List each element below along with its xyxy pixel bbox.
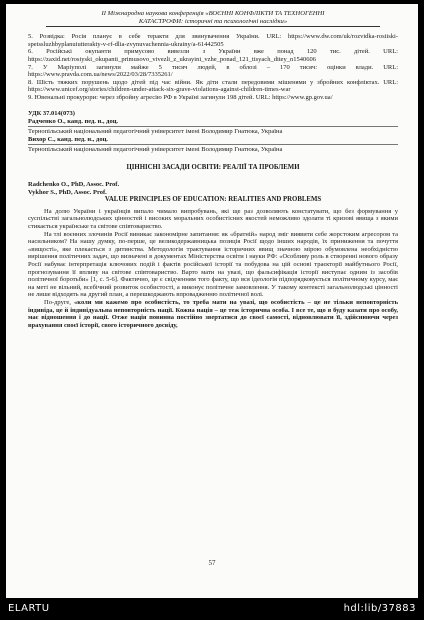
article-title-ua: ЦІННІСНІ ЗАСАДИ ОСВІТИ: РЕАЛІЇ ТА ПРОБЛЕМИ <box>126 163 300 171</box>
author-divider <box>28 144 398 145</box>
page-number: 57 <box>208 559 216 567</box>
running-header <box>46 10 380 27</box>
body-paragraph-quote <box>28 299 398 329</box>
author-name: Вихор С., канд. пед. н., доц. <box>28 136 108 144</box>
document-page <box>6 4 418 598</box>
body-paragraph: На тлі воєнних злочинів Росії виникає закономірне запитання: як «братній» народ зміг виявити себе жорстоким агресором та насильником? На нашу думку, по-перше, це великодержавницька позиція Росії щодо інших народів, їх приниження та почуття «вищості», яке плекається з дитинства. Методологія трактування історичних явищ значною мірою обумовлена необхідністю вирішення політичних задач, що визначені в документах Міністерства освіти і науки РФ: «Особливу роль в створенні нового образу Росії набуває інтерпретація ключових подій і фактів російської історії та побудова на цій основі траєкторії майбутнього Росії, прогнозування її впливу на світове співтовариство. Варто мати на увазі, що фальсифікація історії виступає одним із засобів політичної боротьби» [1, с. 5-6]. Фактично, це є свідченням того факту, що вся ідеологія підпорядковується політичному курсу, має на меті не вільний, всебічний розвиток особистості, а виконує політичне замовлення. У такому контексті загальнолюдські цінності не лише відходять на другий план, а перешкоджають впровадженню політичної волі. <box>28 230 398 299</box>
reference-item: 9. Ювенальні прокурори: через збройну агресію РФ в Україні загинули 198 дітей. URL: https://www.gp.gov.ua/ <box>28 93 333 101</box>
reference-item: 8. Шість тяжких порушень щодо дітей під час війни. Як діти стали передовими мішенями у збройних конфліктах. URL: https://www.unicef.org/stories/children-under-attack-six-grave-violations-against-children-times-war <box>28 78 398 94</box>
author-divider <box>28 126 398 127</box>
header-line-2: КАТАСТРОФИ: історичні та психологічні наслідки» <box>138 17 288 25</box>
author-affiliation: Тернопільський національний педагогічний університет імені Володимир Гнатюка, Україна <box>28 145 283 153</box>
reference-list <box>28 33 398 101</box>
author-affiliation: Тернопільський національний педагогічний університет імені Володимир Гнатюка, Україна <box>28 127 283 135</box>
reference-item: 5. Розвідка: Росія планує в себе теракти для звинувачення України. URL: https://www.dw.com/uk/rozvidka-rosiiski-spetssluzhbyplanuiutterakty-v-rf-dlia-zvynuvachennia-ukrainy/a-61442505 <box>28 33 398 48</box>
archive-handle: hdl:lib/37883 <box>343 603 416 614</box>
author-name-en: Vykhor S., PhD, Assoc. Prof. <box>28 188 107 196</box>
body-paragraph: На долю України і українців випало чимало випробувань, які ще раз дозволяють констатувати, що без формування у суспільстві загальнолюдських цінностей і високих моральних особистісних якостей неможливо здолати ті кризові явища з якими стикається українське та світове співтовариство. <box>28 207 398 231</box>
udk-code: УДК 37.014(073) <box>28 109 75 117</box>
bold-quote: «коли ми кажемо про особистість, то треба мати на увазі, що особистість – це не тільки неповторність індивіда, це й індивідуальна неповторність нації. Кожна нація – це теж історична особа. І все те, що я буду казати про особу, має відношення і до нації. Отже нація повинна постійно звертатися до своєї самості, відновлювати її, здійснюючи через врахування своєї історії, свого історичного досвіду, <box>28 299 399 329</box>
author-name: Радченко О., канд. пед. н., доц. <box>28 118 119 126</box>
author-name-en: Radchenko O., PhD, Assoc. Prof. <box>28 181 120 189</box>
article-title-en: VALUE PRINCIPLES OF EDUCATION: REALITIES AND PROBLEMS <box>104 196 322 204</box>
header-line-1: ІІ Міжнародна наукова конференція «ВОЄННІ КОНФЛІКТИ ТА ТЕХНОГЕННІ <box>101 10 325 17</box>
reference-item: 6. Російські окупанти примусово вивезли з України вже понад 120 тис. дітей. URL: https://zaxid.net/rosiyski_okupanti_primusovo_vivezli_z_ukrayini_vzhe_ponad_121_tisyach_ditey_n1540606 <box>28 48 398 63</box>
reference-item: 7. У Маріуполі загинули майже 5 тисяч людей, в облозі – 170 тисяч: оцінки влади. URL: https://www.pravda.com.ua/news/2022/03/28/7335261/ <box>28 63 398 79</box>
paragraph-intro: По-друге, <box>44 299 75 306</box>
archive-watermark-left: ELARTU <box>8 603 50 614</box>
